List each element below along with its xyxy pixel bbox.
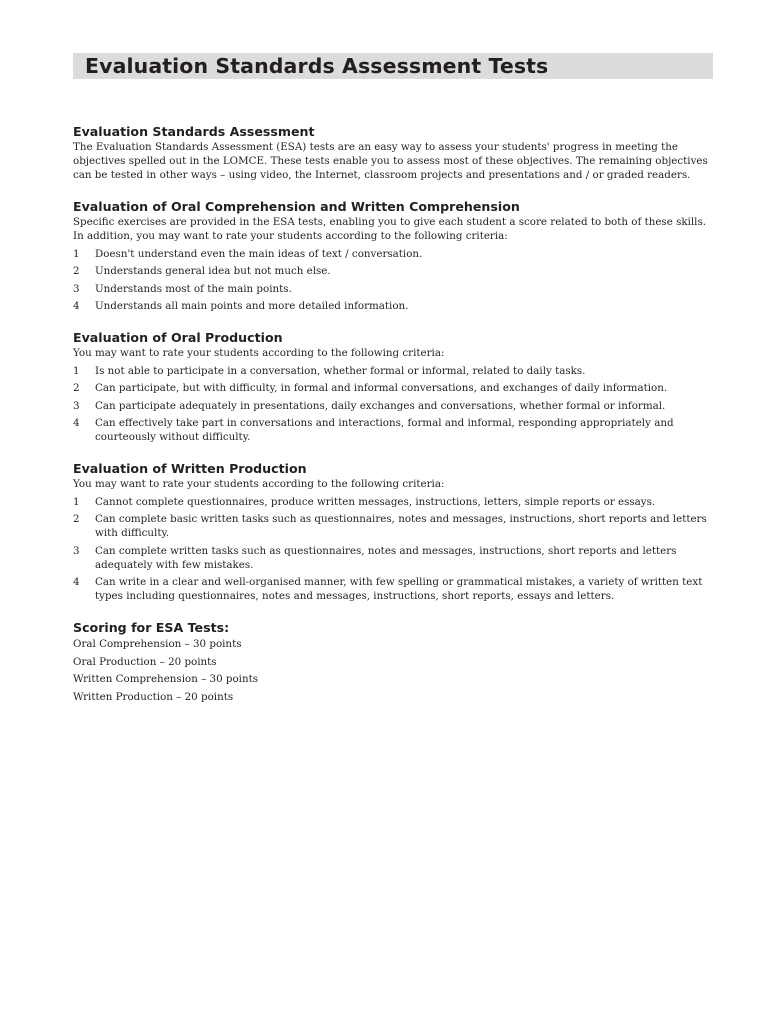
criteria-text: Understands general idea but not much else. <box>95 265 331 277</box>
criteria-text: Can effectively take part in conversations and interactions, formal and informal, responding appropriately and courteously without difficulty. <box>95 417 674 443</box>
criteria-text: Can participate, but with difficulty, in formal and informal conversations, and exchanges of daily information. <box>95 382 668 394</box>
criteria-number: 3 <box>73 544 80 557</box>
section-heading: Scoring for ESA Tests: <box>73 620 230 635</box>
criteria-text: Is not able to participate in a conversation, whether formal or informal, related to daily tasks. <box>95 364 586 377</box>
title-bar <box>73 53 713 79</box>
criteria-text: Can complete basic written tasks such as questionnaires, notes and messages, instructions, short reports and letters with difficulty. <box>95 513 707 539</box>
criteria-list <box>73 364 713 445</box>
criteria-number: 4 <box>73 417 80 429</box>
document-page <box>73 53 713 721</box>
criteria-number: 2 <box>73 513 80 525</box>
section-paragraph: The Evaluation Standards Assessment (ESA) tests are an easy way to assess your students' progress in meeting the objectives spelled out in the LOMCE. These tests enable you to assess most of these objectives. The remaining objectives can be tested in other ways – using video, the Internet, classroom projects and presentations and / or graded readers. <box>73 141 708 181</box>
section-oral-production <box>73 330 713 444</box>
criteria-number: 1 <box>73 364 80 377</box>
section-paragraph: Specific exercises are provided in the ESA tests, enabling you to give each student a score related to both of these skills. In addition, you may want to rate your students according to the following criteria: <box>73 216 707 242</box>
criteria-number: 4 <box>73 576 80 588</box>
score-line: Written Production – 20 points <box>73 690 234 703</box>
criteria-item <box>73 247 713 261</box>
section-heading: Evaluation of Oral Production <box>73 330 283 345</box>
score-line: Oral Production – 20 points <box>73 655 217 668</box>
criteria-item <box>73 299 713 313</box>
criteria-item <box>73 575 713 603</box>
criteria-number: 2 <box>73 382 80 394</box>
section-heading: Evaluation of Oral Comprehension and Written Comprehension <box>73 199 520 214</box>
criteria-list <box>73 247 713 314</box>
criteria-item <box>73 512 713 540</box>
criteria-item <box>73 282 713 296</box>
criteria-number: 1 <box>73 247 80 260</box>
criteria-number: 3 <box>73 282 80 295</box>
section-heading: Evaluation Standards Assessment <box>73 124 315 139</box>
score-line: Written Comprehension – 30 points <box>73 673 259 685</box>
criteria-item <box>73 495 713 509</box>
criteria-number: 3 <box>73 399 80 412</box>
section-scoring <box>73 620 713 704</box>
criteria-text: Doesn't understand even the main ideas of text / conversation. <box>95 247 423 260</box>
criteria-text: Understands most of the main points. <box>95 282 292 295</box>
criteria-number: 4 <box>73 300 80 312</box>
criteria-item <box>73 264 713 278</box>
criteria-text: Can complete written tasks such as questionnaires, notes and messages, instructions, short reports and letters adequately with few mistakes. <box>95 544 677 571</box>
criteria-number: 2 <box>73 265 80 277</box>
criteria-item <box>73 381 713 395</box>
score-line: Oral Comprehension – 30 points <box>73 638 242 650</box>
criteria-text: Can write in a clear and well-organised manner, with few spelling or grammatical mistakes, a variety of written text types including questionnaires, notes and messages, instructions, short reports, essays and letters. <box>95 576 703 602</box>
section-paragraph: You may want to rate your students according to the following criteria: <box>73 347 445 359</box>
criteria-item <box>73 416 713 444</box>
section-heading: Evaluation of Written Production <box>73 461 307 476</box>
page-title: Evaluation Standards Assessment Tests <box>85 54 549 78</box>
criteria-item <box>73 399 713 413</box>
criteria-text: Cannot complete questionnaires, produce written messages, instructions, letters, simple reports or essays. <box>95 495 656 508</box>
criteria-item <box>73 544 713 572</box>
criteria-item <box>73 364 713 378</box>
section-comprehension <box>73 199 713 313</box>
section-written-production <box>73 461 713 603</box>
criteria-text: Understands all main points and more detailed information. <box>95 300 409 312</box>
criteria-number: 1 <box>73 495 80 508</box>
section-esa-overview <box>73 124 713 182</box>
section-paragraph: You may want to rate your students according to the following criteria: <box>73 478 445 490</box>
criteria-text: Can participate adequately in presentations, daily exchanges and conversations, whether formal or informal. <box>95 399 666 412</box>
criteria-list <box>73 495 713 604</box>
